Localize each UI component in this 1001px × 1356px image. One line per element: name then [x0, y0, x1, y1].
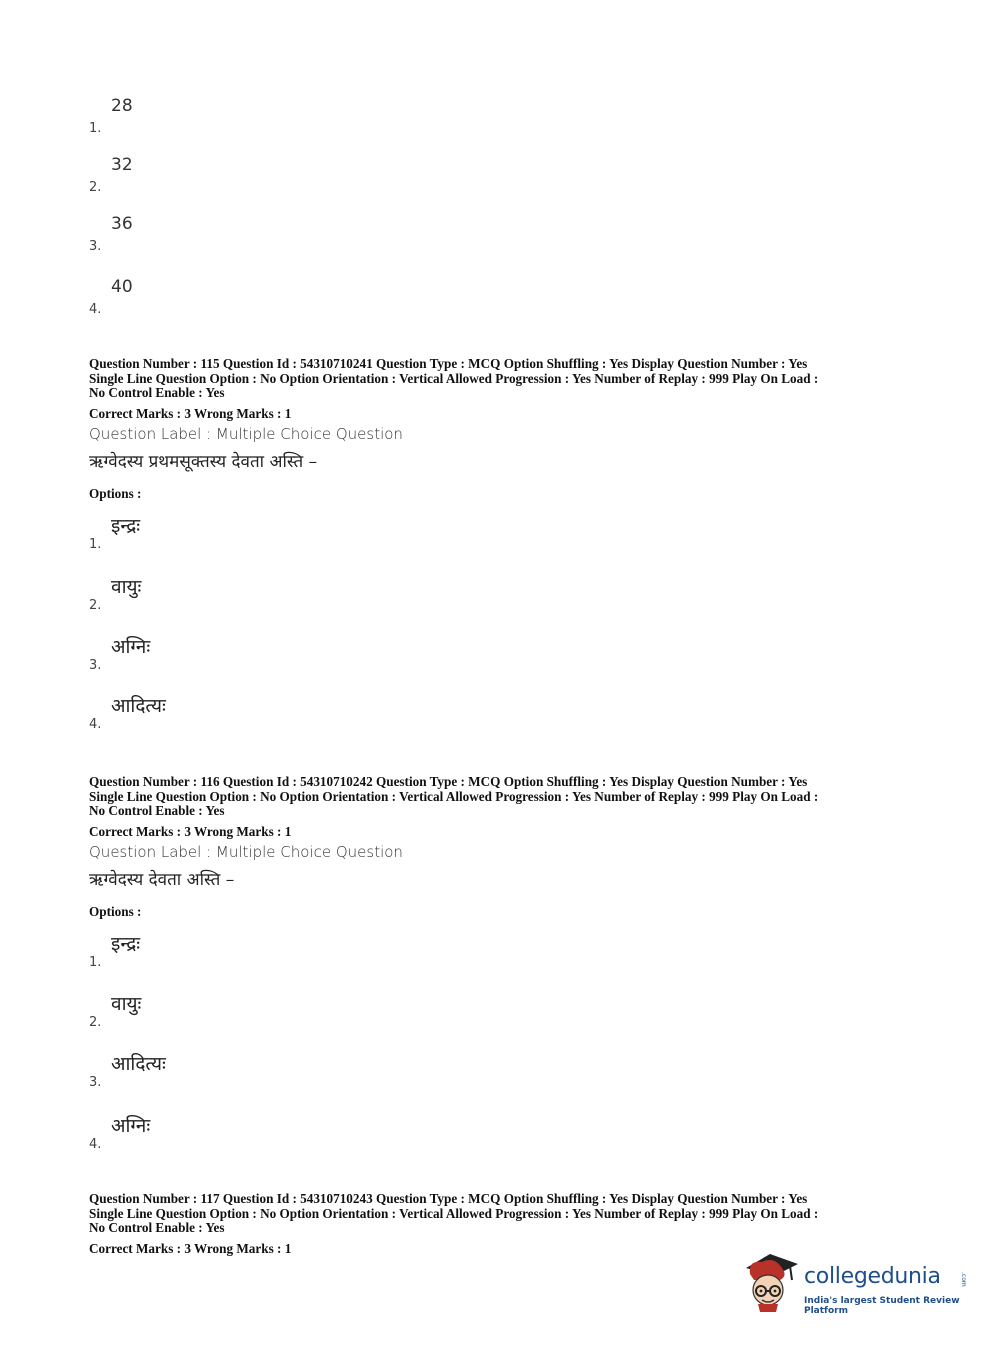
option-1	[89, 96, 389, 136]
option-value: वायुः	[111, 576, 142, 598]
meta-line: No Control Enable : Yes	[89, 385, 225, 400]
option-value: 40	[111, 277, 133, 297]
meta-line: No Control Enable : Yes	[89, 1220, 225, 1235]
option-value: अग्निः	[111, 1115, 151, 1137]
option-4	[89, 277, 389, 317]
question-meta	[89, 775, 919, 819]
option-value: इन्द्रः	[111, 515, 141, 537]
question-label: Question Label : Multiple Choice Question	[89, 424, 403, 443]
option-1	[89, 512, 389, 552]
options-heading: Options :	[89, 485, 142, 501]
option-value: वायुः	[111, 993, 142, 1015]
option-2	[89, 990, 389, 1030]
option-2	[89, 573, 389, 613]
question-115	[89, 357, 919, 502]
question-label: Question Label : Multiple Choice Question	[89, 842, 403, 861]
option-4	[89, 692, 389, 732]
meta-line: Single Line Question Option : No Option Orientation : Vertical Allowed Progression : Yes Number of Replay : 999 Play On Load :	[89, 370, 819, 386]
option-value: इन्द्रः	[111, 933, 141, 955]
option-value: 28	[111, 96, 133, 116]
option-3	[89, 633, 389, 673]
options-heading: Options :	[89, 903, 142, 919]
option-value: आदित्यः	[111, 1053, 166, 1075]
option-value: आदित्यः	[111, 695, 166, 717]
question-text: ऋग्वेदस्य प्रथमसूक्तस्य देवता अस्ति –	[89, 451, 318, 472]
option-number: 2.	[89, 1015, 102, 1030]
logo-name: collegedunia	[804, 1264, 941, 1289]
meta-line: Question Number : 117 Question Id : 54310710243 Question Type : MCQ Option Shuffling : Yes Display Question Number : Yes	[89, 1191, 808, 1206]
option-number: 4.	[89, 1137, 102, 1152]
question-116	[89, 775, 919, 920]
question-meta	[89, 1192, 919, 1236]
option-number: 1.	[89, 121, 102, 136]
meta-line: Question Number : 115 Question Id : 54310710241 Question Type : MCQ Option Shuffling : Yes Display Question Number : Yes	[89, 356, 808, 371]
marks: Correct Marks : 3 Wrong Marks : 1	[89, 823, 292, 839]
option-number: 2.	[89, 180, 102, 195]
meta-line: Single Line Question Option : No Option Orientation : Vertical Allowed Progression : Yes Number of Replay : 999 Play On Load :	[89, 788, 819, 804]
option-number: 3.	[89, 658, 102, 673]
mascot-icon	[740, 1250, 802, 1314]
option-number: 3.	[89, 1075, 102, 1090]
marks: Correct Marks : 3 Wrong Marks : 1	[89, 405, 292, 421]
option-number: 4.	[89, 717, 102, 732]
option-value: 36	[111, 214, 133, 234]
collegedunia-logo	[740, 1248, 970, 1318]
option-number: 1.	[89, 537, 102, 552]
question-117	[89, 1192, 919, 1257]
option-value: 32	[111, 155, 133, 175]
option-3	[89, 1050, 389, 1090]
option-number: 2.	[89, 598, 102, 613]
logo-com: .com	[960, 1272, 967, 1287]
meta-line: Single Line Question Option : No Option Orientation : Vertical Allowed Progression : Yes Number of Replay : 999 Play On Load :	[89, 1205, 819, 1221]
option-3	[89, 214, 389, 254]
meta-line: Question Number : 116 Question Id : 54310710242 Question Type : MCQ Option Shuffling : Yes Display Question Number : Yes	[89, 774, 808, 789]
logo-tagline: India's largest Student Review Platform	[804, 1296, 960, 1316]
option-value: अग्निः	[111, 636, 151, 658]
option-number: 4.	[89, 302, 102, 317]
option-4	[89, 1112, 389, 1152]
option-1	[89, 930, 389, 970]
marks: Correct Marks : 3 Wrong Marks : 1	[89, 1240, 292, 1256]
question-meta	[89, 357, 919, 401]
option-2	[89, 155, 389, 195]
option-number: 3.	[89, 239, 102, 254]
option-number: 1.	[89, 955, 102, 970]
meta-line: No Control Enable : Yes	[89, 803, 225, 818]
question-text: ऋग्वेदस्य देवता अस्ति –	[89, 869, 235, 890]
